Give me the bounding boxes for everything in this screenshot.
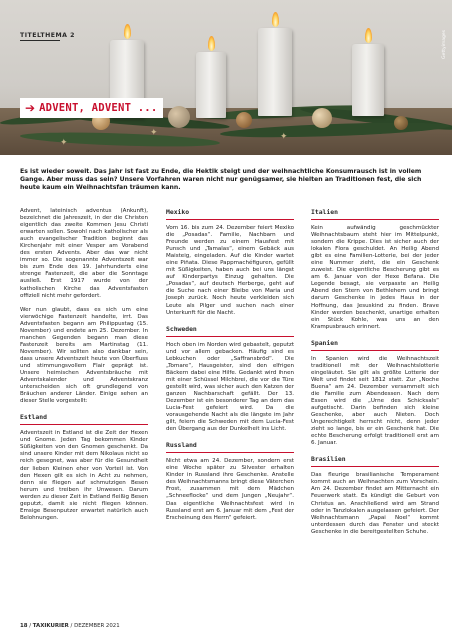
article-title-text: ADVENT, ADVENT ... — [39, 102, 158, 114]
star-decoration-icon: ✦ — [60, 138, 68, 148]
candle-flame — [124, 24, 131, 39]
subheading-italien: Italien — [311, 208, 439, 220]
text-column-2 — [166, 208, 294, 522]
subheading-mexiko: Mexiko — [166, 208, 294, 220]
photo-credit: Gettyimages — [442, 30, 447, 59]
subheading-schweden: Schweden — [166, 325, 294, 337]
subheading-estland: Estland — [20, 413, 148, 425]
paragraph: Adventszeit in Estland ist die Zeit der Hexen und Gnome. Jeden Tag bekommen Kinder Süßigkeiten von den Gnomen geschenkt. Da sind unsere Kinder mit dem Nikolaus nicht so reich gesegnet, was aber für die Gesundheit der lieben Kleinen eher von Vorteil ist. Von den Hexen gilt es sich in Acht zu nehmen, denn sie fliegen auf schmutzigen Besen herum und treiben ihr Unwesen. Darum werden zu dieser Zeit in Estland fleißig Besen geputzt, damit sie nicht fliegen können. Emsige Besenputzer erwartet natürlich auch Belohnungen. — [20, 430, 148, 521]
ornament-ball — [312, 108, 332, 128]
magazine-name: TAXIKURIER — [32, 623, 69, 629]
paragraph: Nicht etwa am 24. Dezember, sondern erst eine Woche später zu Silvester erhalten Kinder in Russland ihre Geschenke. Anstelle des Weihnachtsmanns bringt diese Väterchen Frost, zusammen mit dem Mädchen „Schneeflocke“ und dem Jungen „Neujahr“. Das eigentliche Weihnachtsfest wird in Russland erst am 6. Januar mit dem „Fest der Erscheinung des Herrn“ gefeiert. — [166, 458, 294, 521]
candle — [258, 28, 292, 116]
arrow-right-icon: ➔ — [25, 101, 36, 115]
section-tag: TITELTHEMA 2 — [20, 32, 75, 39]
text-column-1 — [20, 208, 148, 522]
page-footer: 18 / TAXIKURIER / DEZEMBER 2021 — [20, 623, 120, 629]
subheading-spanien: Spanien — [311, 339, 439, 351]
article-title — [20, 98, 163, 118]
paragraph: In Spanien wird die Weihnachtszeit traditionell mit der Weihnachtslotterie eingeläutet. Sie gilt als größte Lotterie der Welt und findet seit 1812 statt. Zur „Noche Buena“ am 24. Dezember versammelt sich die Familie zum Abendessen. Nach dem Essen wird die „Urne des Schicksals“ aufgetischt. Darin befinden sich kleine Geschenke, aber auch Nieten. Doch Ungerechtigkeit herrscht nicht, denn jeder zieht so lange, bis er ein Geschenk hat. Die echte Bescherung erfolgt traditionell erst am 6. Januar. — [311, 355, 439, 447]
ornament-ball — [394, 116, 408, 130]
paragraph: Advent, lateinisch adventus (Ankunft), bezeichnet die Jahreszeit, in der die Christen eigentlich das zweite Kommen Jesu Christi erwarten sollen. Sowohl nach katholischer als auch evangelischer Tradition beginnt das Kirchenjahr mit einer Vesper am Vorabend des ersten Advents. Aber das war nicht immer so. Die sogenannte Adventszeit war bis zum Ende des 19. Jahrhunderts eine strenge Fastenzeit, die aber die Sonntage ausließ. Erst 1917 wurde von der katholischen Kirche das Adventsfasten offiziell nicht mehr gefordert. — [20, 208, 148, 299]
text-column-3 — [311, 208, 439, 536]
candle-flame — [272, 12, 279, 27]
candle — [196, 52, 226, 118]
candle-flame — [208, 36, 215, 51]
paragraph: Hoch oben im Norden wird gebastelt, geputzt und vor allem gebacken. Häufig sind es Lebkuchen oder „Saffransbröd“. Die „Tomare“, Hausgeister, sind den elfrigen Bäckern dabei eine Hilfe. Gedankt wird ihnen mit einer Schüssel Milchbrei, die vor die Türe gestellt wird, was sicher auch den Katzen der ganzen Nachbarschaft gefällt. Der 13. Dezember ist ein besonderer Tag an dem das Lucia-Fest gefeiert wird. Da die vorausgehende Nacht als die längste im Jahr gilt, feiern die Schweden mit dem Lucia-Fest den Übergang aus der Dunkelheit ins Licht. — [166, 341, 294, 433]
star-decoration-icon: ✦ — [150, 128, 158, 138]
section-tag-rule — [20, 40, 60, 41]
page-number: 18 — [20, 623, 28, 629]
ornament-ball — [168, 106, 190, 128]
candle-flame — [365, 28, 372, 43]
subheading-brasilien: Brasilien — [311, 455, 439, 467]
article-lead: Es ist wieder soweit. Das Jahr ist fast zu Ende, die Hektik steigt und der weihnachtliche Konsumrausch ist in vollem Gange. Aber muss das sein? Unsere Vorfahren waren nicht nur genügsamer, sie hielten an Traditionen fest, die sich heute kaum ein Weihnachtsfan träumen kann. — [20, 168, 422, 191]
hero-photo — [0, 0, 452, 155]
paragraph: Vom 16. bis zum 24. Dezember feiert Mexiko die „Posadas“. Familie, Nachbarn und Freunde werden zu einem Hausfest mit Punsch und „Tamalas“, einem Gebäck aus Maisteig, eingeladen. Auf die Kinder wartet eine Piñata. Diese Pappmachéfiguren, gefüllt mit Süßigkeiten, haben auch bei uns längst auf Kinderpartys Einzug gehalten. Die „Posadas“, auf deutsch Herberge, geht auf die Suche nach einer Bleibe von Maria und Joseph zurück. Noch heute verkleiden sich Leute als Pilger und suchen nach einer Unterkunft für die Nacht. — [166, 225, 294, 316]
candle — [352, 44, 384, 116]
paragraph: Kein aufwändig geschmückter Weihnachtsbaum steht hier im Mittelpunkt, sondern die Krippe. Dies ist sicher auch der lokalen Flora geschuldet. An Heilig Abend gibt es eine Familien-Lotterie, bei der jeder eine Nummer zieht, die ein Geschenk zuweist. Die eigentliche Bescherung gibt es am 6. Januar von der Hexe Befana. Die Legende besagt, sie verpasste an Heilig Abend den Stern von Bethlehem und bringt darum Geschenke in jedes Haus in der Hoffnung, das Jesuskind zu finden. Brave Kinder werden beschenkt, unartige erhalten ein Stück Kohle, was uns an den Krampusbrauch erinnert. — [311, 225, 439, 330]
issue-date: DEZEMBER 2021 — [74, 623, 120, 629]
paragraph: Das fleurige brasilianische Temperament kommt auch an Weihnachten zum Vorschein. Am 24. Dezember findet am Mitternacht ein Feuerwerk statt. Es kündigt die Geburt von Christus an. Anschließend wird am Strand oder in Tanzlokalen ausgelassen gefeiert. Der Weihnachtsmann „Papai Noel“ kommt unterdessen durch das Fenster und steckt Geschenke in die bereitgestellten Schuhe. — [311, 472, 439, 535]
star-decoration-icon: ✦ — [280, 132, 288, 142]
ornament-ball — [236, 112, 252, 128]
paragraph: Wer nun glaubt, dass es sich um eine vierwöchige Fastenzeit handelte, irrt. Das Adventsfasten begann am Philippustag (15. November) und endete am 25. Dezember. In manchen Gegenden begann man diese Fastenzeit bereits am Martinstag (11. November). Wir sollten also dankbar sein, dass unsere Adventszeit heute von Überfluss und stimmungsvollem Flair geprägt ist. Unsere heimischen Adventsbräuche mit Adventskalender und Adventskranz unterscheiden sich oft grundlegend von Bräuchen anderer Länder. Einige sehen an dieser Stelle vorgestellt: — [20, 306, 148, 405]
subheading-russland: Russland — [166, 441, 294, 453]
